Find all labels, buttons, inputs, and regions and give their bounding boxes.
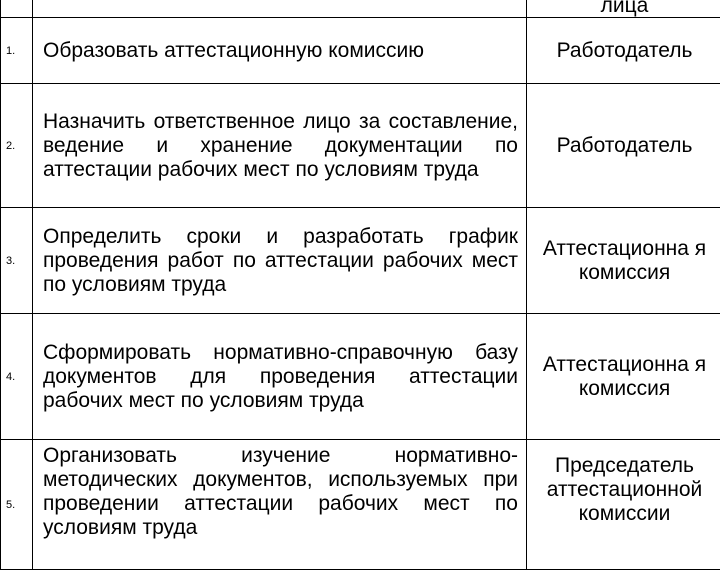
- row-responsible: Работодатель: [527, 18, 720, 84]
- row-number: 3.: [1, 208, 33, 314]
- header-num-cell: [1, 0, 33, 18]
- table-header-row: [1, 0, 720, 18]
- row-responsible: Аттестационна я комиссия: [527, 314, 720, 440]
- row-number: 2.: [1, 84, 33, 208]
- header-responsible-cell: [527, 0, 720, 18]
- header-task-cell: [33, 0, 527, 18]
- table-row: [1, 18, 720, 84]
- row-responsible: Работодатель: [527, 84, 720, 208]
- table-row: [1, 314, 720, 440]
- row-task: Организовать изучение нормативно-методических документов, используемых при проведении аттестации рабочих мест по условиям труда: [33, 440, 527, 570]
- table-row: [1, 208, 720, 314]
- row-number: 5.: [1, 440, 33, 570]
- table-row: [1, 440, 720, 570]
- row-task: Образовать аттестационную комиссию: [33, 18, 527, 84]
- row-task: Назначить ответственное лицо за составление, ведение и хранение документации по аттестации рабочих мест по условиям труда: [33, 84, 527, 208]
- row-number: 1.: [1, 18, 33, 84]
- header-responsible-text: лица: [601, 0, 649, 17]
- row-responsible: Председатель аттестационной комиссии: [527, 440, 720, 570]
- row-number: 4.: [1, 314, 33, 440]
- row-task: Определить сроки и разработать график проведения работ по аттестации рабочих мест по условиям труда: [33, 208, 527, 314]
- table-row: [1, 84, 720, 208]
- row-responsible: Аттестационна я комиссия: [527, 208, 720, 314]
- row-task: Сформировать нормативно-справочную базу документов для проведения аттестации рабочих мест по условиям труда: [33, 314, 527, 440]
